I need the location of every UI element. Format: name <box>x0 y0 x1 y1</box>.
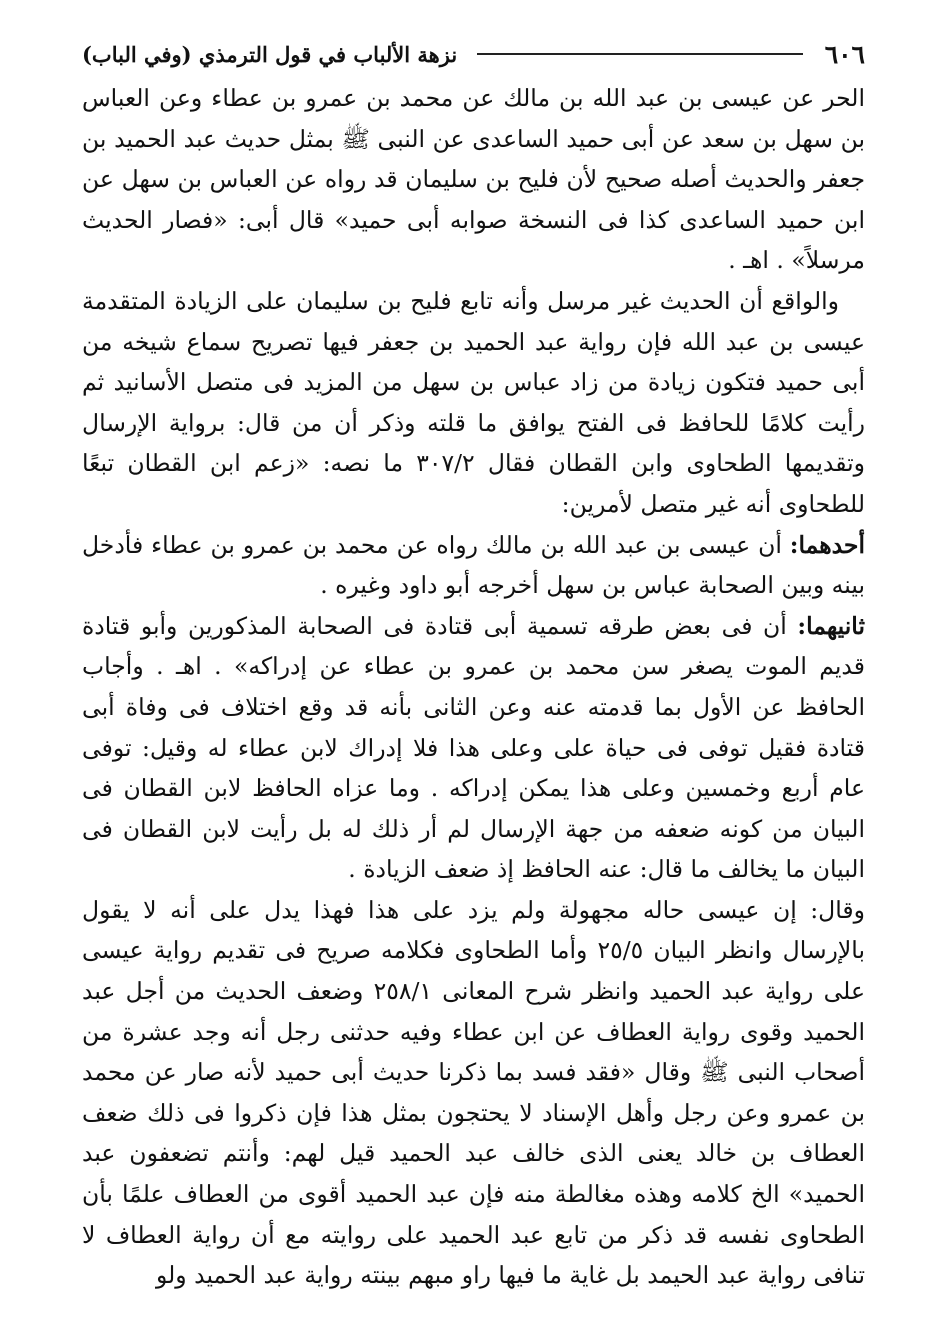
paragraph-discussion <box>82 281 865 525</box>
paragraph-text: الحر عن عيسى بن عبد الله بن مالك عن محمد بن عمرو بن عطاء وعن العباس بن سهل بن سعد عن أبى حميد الساعدى عن النبى ﷺ بمثل حديث عبد الحميد بن جعفر والحديث أصله صحيح لأن فليح بن سليمان قد رواه عن العباس بن سهل عن ابن حميد الساعدى كذا فى النسخة صوابه أبى حميد» قال أبى: «فصار الحديث مرسلاً» . اهـ . <box>82 84 865 275</box>
page-number: ٦٠٦ <box>824 39 865 69</box>
page-header <box>82 34 865 74</box>
paragraph-conclusion <box>82 890 865 1296</box>
header-rule <box>477 53 803 55</box>
paragraph-lead: ثانيهما: <box>797 611 865 640</box>
paragraph-text: أن فى بعض طرقه تسمية أبى قتادة فى الصحابة المذكورين وأبو قتادة قديم الموت يصغر سن محمد بن عمرو بن عطاء عن إدراكه» . اهـ . وأجاب الحافظ عن الأول بما قدمته عنه وعن الثانى بأنه قد وقع اختلاف فى وفاة أبى قتادة فقيل توفى فى حياة على وعلى هذا فلا إدراك لابن عطاء له وقيل: توفى عام أربع وخمسين وعلى هذا يمكن إدراكه . وما عزاه الحافظ لابن القطان فى البيان من كونه ضعفه من جهة الإرسال لم أر ذلك له بل رأيت لابن القطان فى البيان ما يخالف ما قال: عنه الحافظ إذ ضعف الزيادة . <box>82 611 865 884</box>
paragraph-text: والواقع أن الحديث غير مرسل وأنه تابع فليح بن سليمان على الزيادة المتقدمة عيسى بن عبد الله فإن رواية عبد الحميد بن جعفر فيها تصريح سماع شيخه من أبى حميد فتكون زيادة من زاد عباس بن سهل من المزيد فى متصل الأسانيد ثم رأيت كلامًا للحافظ فى الفتح يوافق ما قلته وذكر أن من قال: برواية الإرسال وتقديمها الطحاوى وابن القطان فقال ٣٠٧/٢ ما نصه: «زعم ابن القطان تبعًا للطحاوى أنه غير متصل لأمرين: <box>82 286 865 518</box>
paragraph-first-reason <box>82 525 865 606</box>
book-title: نزهة الألباب في قول الترمذي (وفي الباب) <box>82 41 458 67</box>
paragraph-text: أن عيسى بن عبد الله بن مالك رواه عن محمد بن عمرو بن عطاء فأدخل بينه وبين الصحابة عباس بن سهل أخرجه أبو داود وغيره . <box>82 530 865 600</box>
paragraph-second-reason <box>82 606 865 890</box>
paragraph-text: وقال: إن عيسى حاله مجهولة ولم يزد على هذا فهذا يدل على أنه لا يقول بالإرسال وانظر البيان ٢٥/٥ وأما الطحاوى فكلامه صريح فى تقديم رواية عيسى على رواية عبد الحميد وانظر شرح المعانى ٢٥٨/١ وضعف الحديث من أجل عبد الحميد وقوى رواية العطاف عن ابن عطاء وفيه حدثنى رجل أنه وجد عشرة من أصحاب النبى ﷺ وقال «فقد فسد بما ذكرنا حديث أبى حميد لأنه صار عن محمد بن عمرو وعن رجل وأهل الإسناد لا يحتجون بمثل هذا فإن ذكروا فى ذلك ضعف العطاف بن خالد يعنى الذى خالف عبد الحميد قيل لهم: وأنتم تضعفون عبد الحميد» الخ كلامه وهذه مغالطة منه فإن عبد الحميد أقوى من العطاف علمًا بأن الطحاوى نفسه قد ذكر من تابع عبد الحميد على روايته مع أن رواية العطاف لا تنافى رواية عبد الحيمد بل غاية ما فيها راو مبهم بينته رواية عبد الحميد ولو <box>82 895 865 1290</box>
paragraph-continuation <box>82 78 865 281</box>
paragraph-lead: أحدهما: <box>789 530 865 559</box>
body-text <box>82 78 865 1296</box>
